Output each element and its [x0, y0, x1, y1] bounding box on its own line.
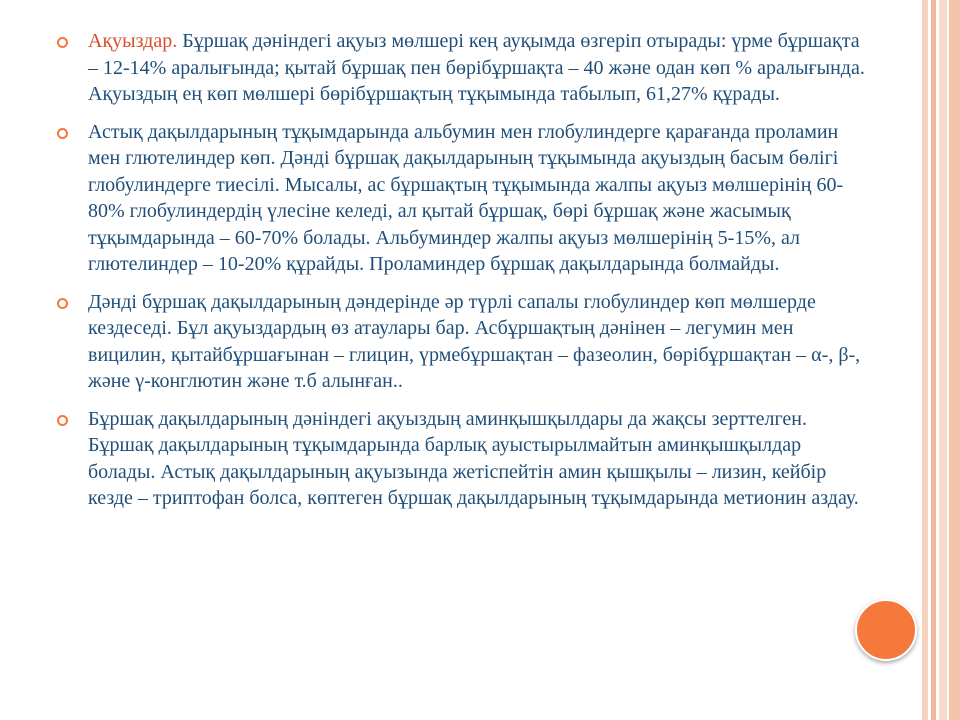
stripe: [939, 0, 947, 720]
decorative-right-stripes: [922, 0, 960, 720]
bullet-paragraph-4: [57, 406, 867, 512]
paragraph-text: Дәнді бұршақ дақылдарының дәндерінде әр түрлі сапалы глобулиндер көп мөлшерде кездеседі. Бұл ақуыздардың өз атаулары бар. Асбұршақтың дәнінен – легумин мен вицилин, қытайбұршағынан – глицин, үрмебұршақтан – фазеолин, бөрібұршақтан – α-, β-, және γ-конглютин және т.б алынған..: [88, 290, 861, 392]
bullet-paragraph-3: [57, 289, 867, 395]
paragraph-lead-term: Ақуыздар.: [88, 30, 178, 52]
hollow-circle-bullet-icon: [57, 37, 68, 48]
slide-body: [57, 28, 867, 523]
decorative-orange-circle: [855, 599, 917, 661]
bullet-paragraph-2: [57, 119, 867, 278]
hollow-circle-bullet-icon: [57, 298, 68, 309]
bullet-paragraph-1: [57, 28, 867, 108]
paragraph-text: Астық дақылдарының тұқымдарында альбумин мен глобулиндерге қарағанда проламин мен глютелиндер көп. Дәнді бұршақ дақылдарының тұқымында ақуыздың басым бөлігі глобулиндерге тиесілі. Мысалы, ас бұршақтың тұқымында жалпы ақуыз мөлшерінің 60-80% глобулиндердің үлесіне келеді, ал қытай бұршақ, бөрі бұршақ және жасымық тұқымдарында – 60-70% болады. Альбуминдер жалпы ақуыз мөлшерінің 5-15%, ал глютелиндер – 10-20% құрайды. Проламиндер бұршақ дақылдарында болмайды.: [88, 120, 844, 275]
paragraph-text: Бұршақ дақылдарының дәніндегі ақуыздың аминқышқылдары да жақсы зерттелген. Бұршақ дақылдарының тұқымдарында барлық ауыстырылмайтын аминқышқылдар болады. Астық дақылдарының ақуызында жетіспейтін амин қышқылы – лизин, кейбір кезде – триптофан болса, көптеген бұршақ дақылдарының тұқымдарында метионин аздау.: [88, 407, 859, 509]
paragraph-text: Бұршақ дәніндегі ақуыз мөлшері кең ауқымда өзгеріп отырады: үрме бұршақта – 12-14% аралығында; қытай бұршақ пен бөрібұршақта – 40 және одан көп % аралығында. Ақуыздың ең көп мөлшері бөрібұршақтың тұқымында табылып, 61,27% құрады.: [88, 30, 865, 105]
hollow-circle-bullet-icon: [57, 415, 68, 426]
stripe: [949, 0, 960, 720]
hollow-circle-bullet-icon: [57, 128, 68, 139]
